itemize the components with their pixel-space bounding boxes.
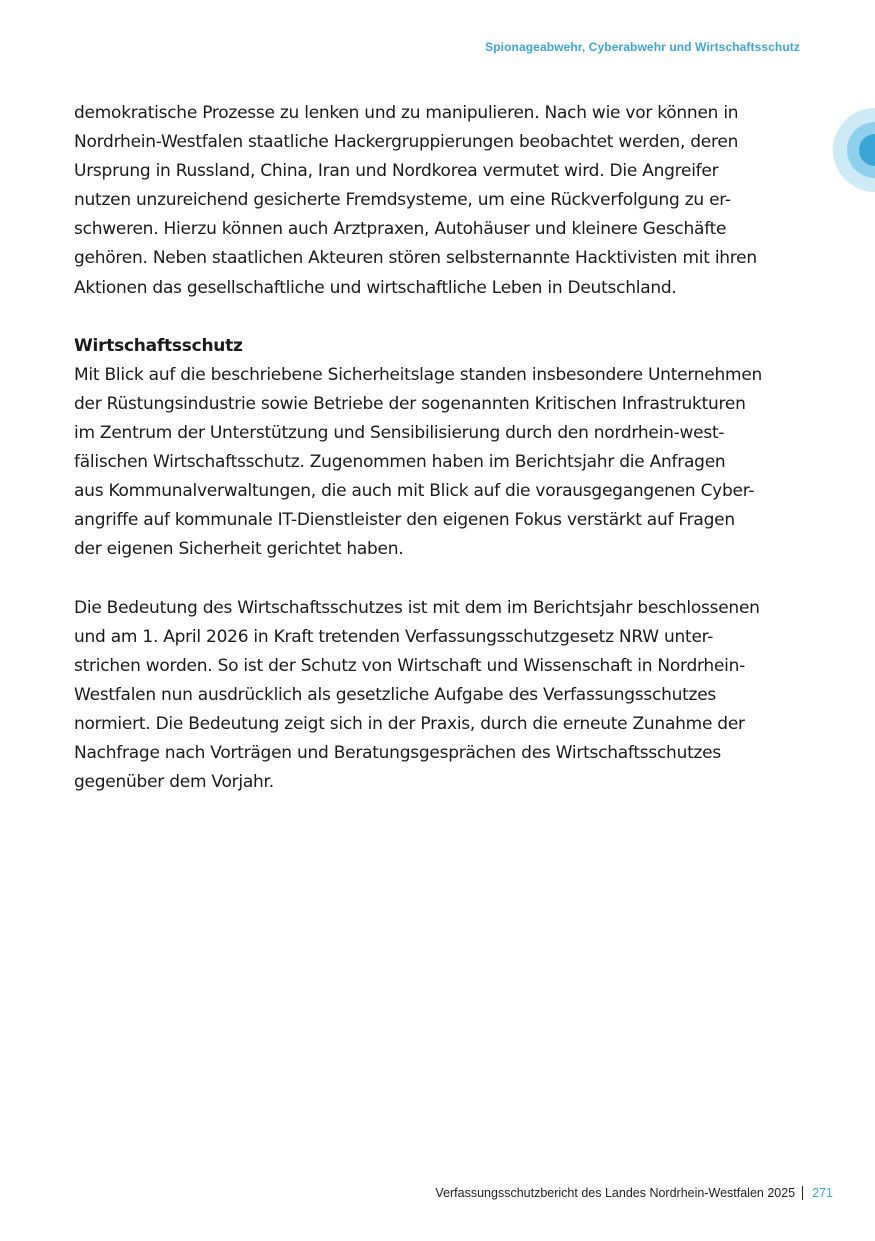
text-line: Aktionen das gesellschaftliche und wirtschaftliche Leben in Deutschland. (74, 277, 677, 298)
text-line: nutzen unzureichend gesicherte Fremdsysteme, um eine Rückverfolgung zu er- (74, 190, 731, 211)
text-line: im Zentrum der Unterstützung und Sensibilisierung durch den nordrhein-west- (74, 423, 725, 444)
section-heading: Wirtschaftsschutz (74, 335, 243, 356)
text-line: Die Bedeutung des Wirtschaftsschutzes ist mit dem im Berichtsjahr beschlossenen (74, 597, 760, 618)
text-line: Ursprung in Russland, China, Iran und Nordkorea vermutet wird. Die Angreifer (74, 161, 719, 182)
text-line: demokratische Prozesse zu lenken und zu manipulieren. Nach wie vor können in (74, 103, 739, 123)
text-line: strichen worden. So ist der Schutz von Wirtschaft und Wissenschaft in Nordrhein- (74, 655, 746, 676)
text-line: der eigenen Sicherheit gerichtet haben. (74, 539, 404, 560)
text-line: normiert. Die Bedeutung zeigt sich in der Praxis, durch die erneute Zunahme der (74, 713, 745, 734)
text-line: Mit Blick auf die beschriebene Sicherheitslage standen insbesondere Unternehmen (74, 364, 763, 385)
paragraph-spacer (74, 565, 804, 594)
section-paragraph (74, 332, 804, 565)
text-line: gehören. Neben staatlichen Akteuren stören selbsternannte Hacktivisten mit ihren (74, 248, 757, 269)
text-line: Westfalen nun ausdrücklich als gesetzliche Aufgabe des Verfassungsschutzes (74, 684, 717, 705)
text-line: der Rüstungsindustrie sowie Betriebe der sogenannten Kritischen Infrastrukturen (74, 393, 746, 414)
text-line: aus Kommunalverwaltungen, die auch mit Blick auf die vorausgegangenen Cyber- (74, 481, 755, 502)
page-footer (435, 1186, 833, 1200)
intro-paragraph (74, 99, 804, 303)
footer-divider (802, 1186, 803, 1200)
text-line: Nachfrage nach Vorträgen und Beratungsgesprächen des Wirtschaftsschutzes (74, 743, 722, 764)
text-line: fälischen Wirtschaftsschutz. Zugenommen haben im Berichtsjahr die Anfragen (74, 452, 726, 473)
text-line: Nordrhein-Westfalen staatliche Hackergruppierungen beobachtet werden, deren (74, 132, 739, 153)
running-header: Spionageabwehr, Cyberabwehr und Wirtschaftsschutz (485, 40, 800, 54)
main-content (74, 99, 804, 797)
paragraph-spacer (74, 303, 804, 332)
text-line: schweren. Hierzu können auch Arztpraxen, Autohäuser und kleinere Geschäfte (74, 219, 727, 240)
text-line: und am 1. April 2026 in Kraft tretenden Verfassungsschutzgesetz NRW unter- (74, 626, 714, 647)
text-line: angriffe auf kommunale IT-Dienstleister den eigenen Fokus verstärkt auf Fragen (74, 510, 735, 531)
chapter-tab-marker-icon (833, 108, 875, 192)
closing-paragraph (74, 594, 804, 798)
page-number: 271 (812, 1186, 833, 1200)
publication-title: Verfassungsschutzbericht des Landes Nordrhein-Westfalen 2025 (435, 1186, 796, 1200)
text-line: gegenüber dem Vorjahr. (74, 772, 274, 793)
